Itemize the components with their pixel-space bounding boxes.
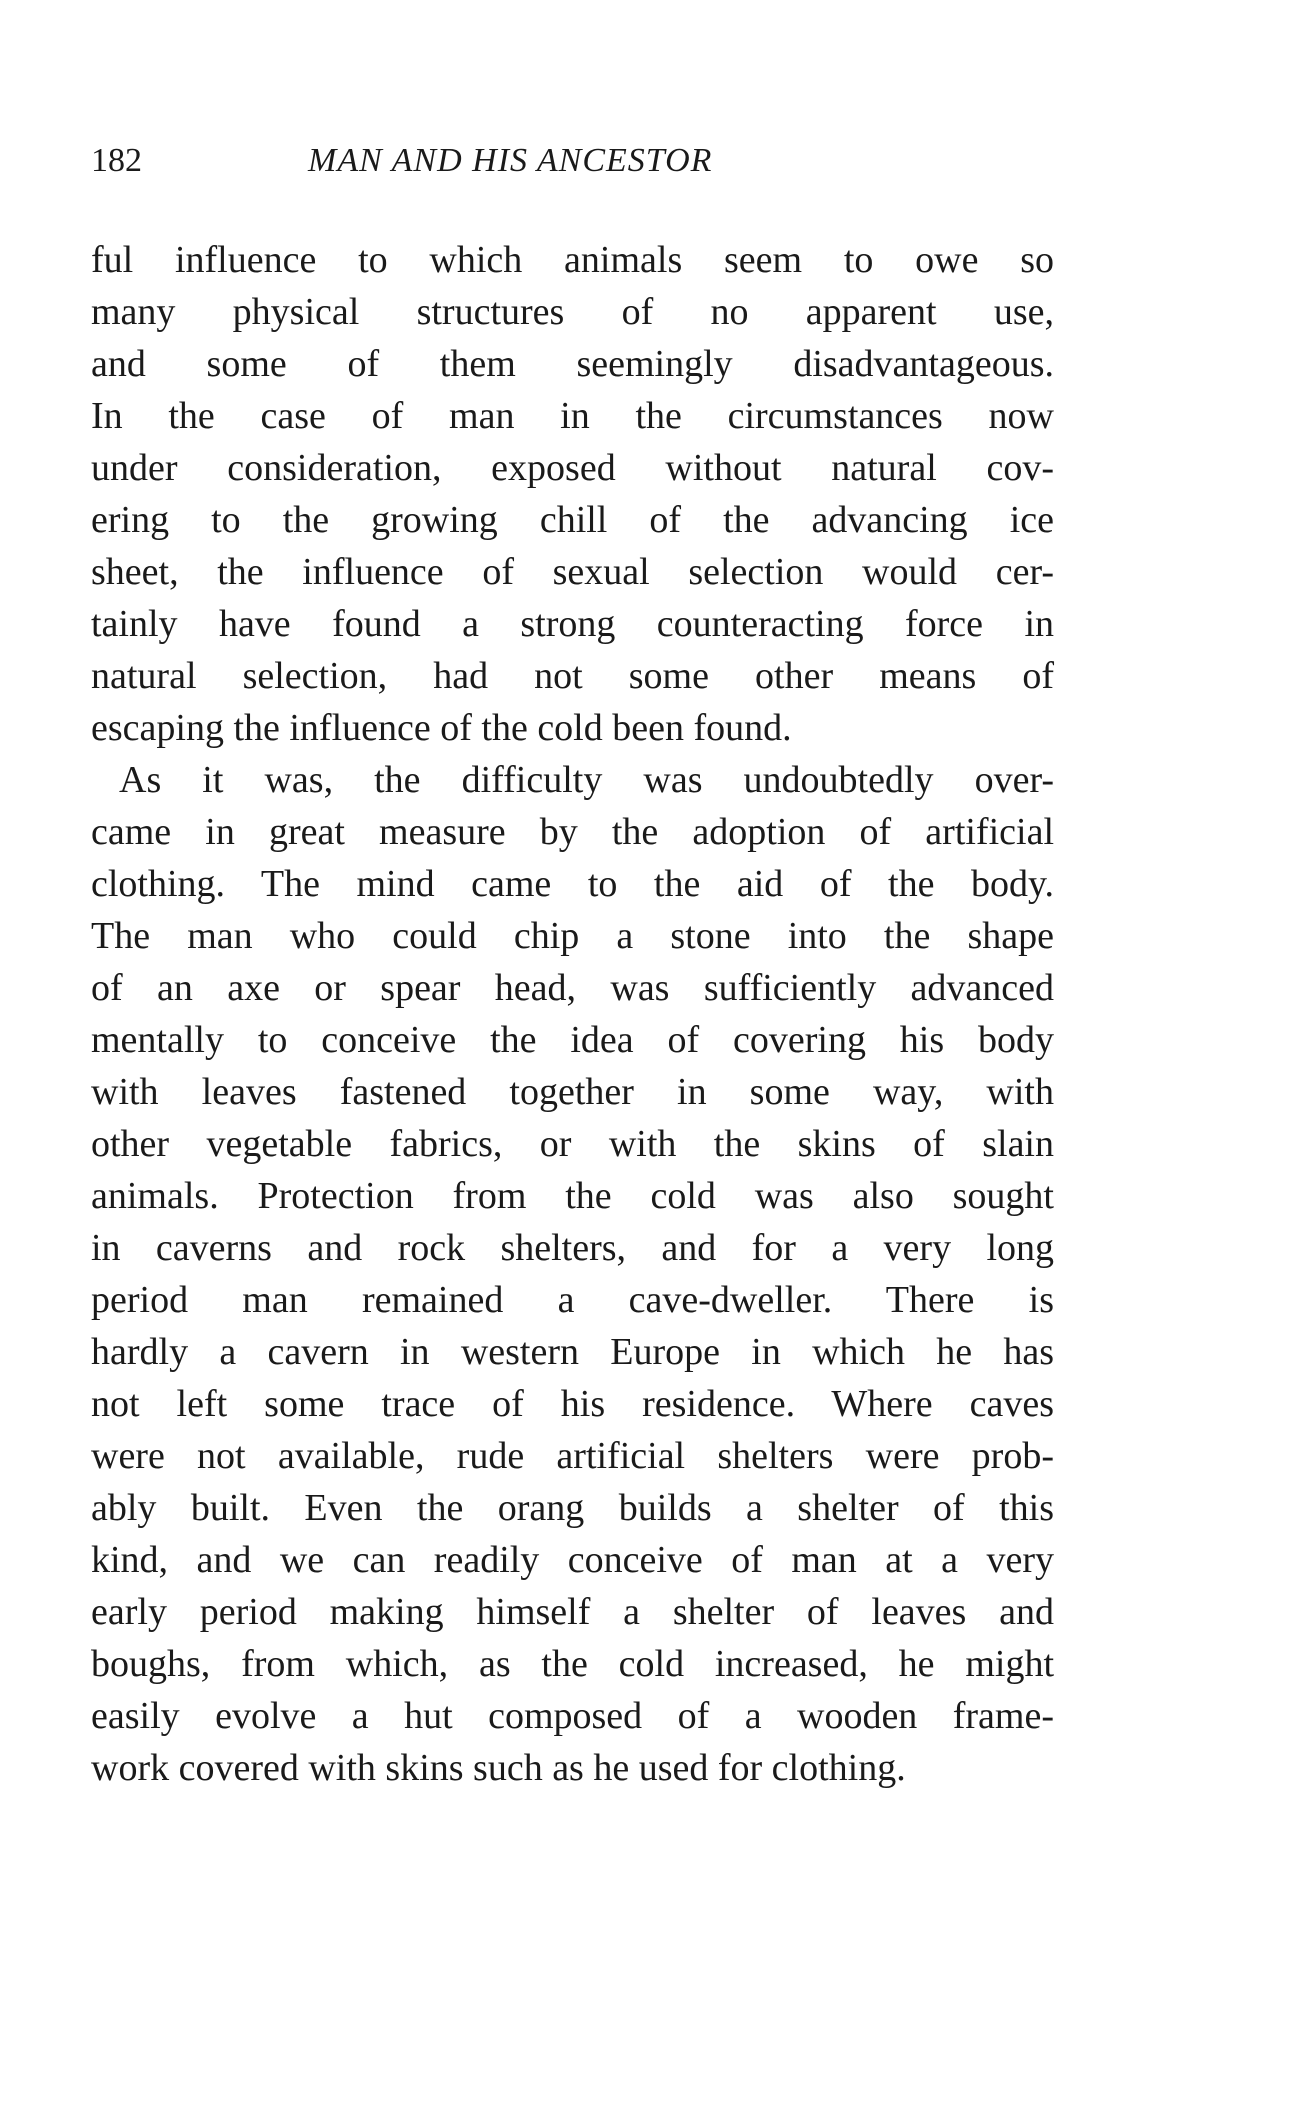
page-number: 182 [91, 142, 142, 179]
text-line: mentally to conceive the idea of covering his body [91, 1019, 1054, 1061]
text-line: many physical structures of no apparent use, [91, 291, 1054, 333]
text-line: early period making himself a shelter of leaves and [91, 1591, 1054, 1633]
text-line: ably built. Even the orang builds a shelter of this [91, 1487, 1054, 1529]
text-line: easily evolve a hut composed of a wooden frame- [91, 1695, 1054, 1737]
text-line: other vegetable fabrics, or with the skins of slain [91, 1123, 1054, 1165]
text-line: In the case of man in the circumstances now [91, 395, 1054, 437]
running-header [91, 142, 1054, 192]
text-line: tainly have found a strong counteracting force in [91, 603, 1054, 645]
text-line: escaping the influence of the cold been found. [91, 707, 792, 749]
text-line: and some of them seemingly disadvantageous. [91, 343, 1054, 385]
text-line: with leaves fastened together in some way, with [91, 1071, 1054, 1113]
text-line: ering to the growing chill of the advancing ice [91, 499, 1054, 541]
text-line: of an axe or spear head, was sufficiently advanced [91, 967, 1054, 1009]
text-line: clothing. The mind came to the aid of the body. [91, 863, 1054, 905]
text-line: ful influence to which animals seem to owe so [91, 239, 1054, 281]
text-line: As it was, the difficulty was undoubtedly over- [119, 759, 1054, 801]
text-line: animals. Protection from the cold was also sought [91, 1175, 1054, 1217]
text-line: hardly a cavern in western Europe in which he has [91, 1331, 1054, 1373]
text-line: period man remained a cave-dweller. There is [91, 1279, 1054, 1321]
text-line: work covered with skins such as he used for clothing. [91, 1747, 906, 1789]
text-line: were not available, rude artificial shelters were prob- [91, 1435, 1054, 1477]
page-body [91, 234, 1054, 1794]
text-line: sheet, the influence of sexual selection would cer- [91, 551, 1054, 593]
text-line: boughs, from which, as the cold increased, he might [91, 1643, 1054, 1685]
text-line: The man who could chip a stone into the shape [91, 915, 1054, 957]
text-line: under consideration, exposed without natural cov- [91, 447, 1054, 489]
text-line: kind, and we can readily conceive of man at a very [91, 1539, 1054, 1581]
text-line: in caverns and rock shelters, and for a very long [91, 1227, 1054, 1269]
text-line: natural selection, had not some other means of [91, 655, 1054, 697]
text-line: came in great measure by the adoption of artificial [91, 811, 1054, 853]
running-title: MAN AND HIS ANCESTOR [308, 142, 713, 179]
text-line: not left some trace of his residence. Where caves [91, 1383, 1054, 1425]
